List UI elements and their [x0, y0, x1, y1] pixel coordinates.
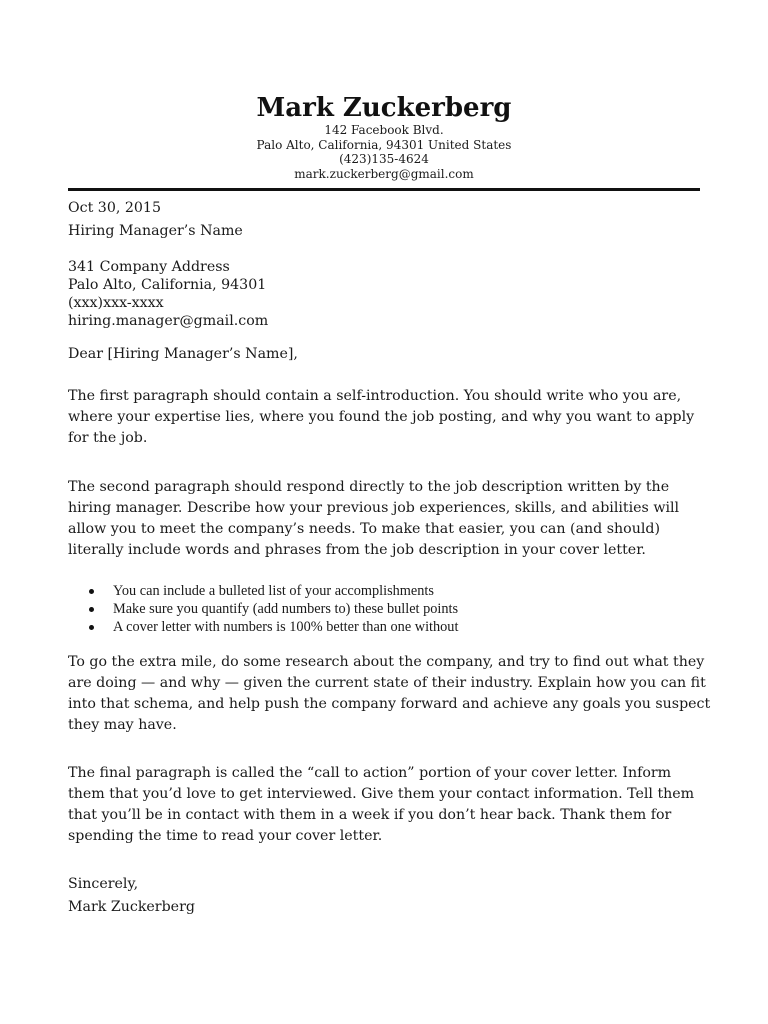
recipient-email: hiring.manager@gmail.com: [68, 313, 269, 329]
paragraph-line: The first paragraph should contain a self-introduction. You should write who you are,: [68, 388, 682, 404]
header-divider: [68, 188, 700, 191]
paragraph-line: for the job.: [68, 430, 148, 446]
paragraph-line: hiring manager. Describe how your previous job experiences, skills, and abilities will: [68, 500, 680, 516]
paragraph-line: literally include words and phrases from the job description in your cover letter.: [68, 542, 646, 558]
closing-block: [68, 874, 700, 918]
sender-email: mark.zuckerberg@gmail.com: [294, 166, 474, 181]
recipient-address-line: 341 Company Address: [68, 259, 230, 275]
paragraph-line: where your expertise lies, where you found the job posting, and why you want to apply: [68, 409, 695, 425]
list-item: [68, 618, 700, 636]
letter-date-block: [68, 198, 700, 242]
list-item-text: You can include a bulleted list of your accomplishments: [113, 583, 434, 599]
paragraph-line: To go the extra mile, do some research about the company, and try to find out what they: [68, 654, 705, 670]
paragraph-line: into that schema, and help push the company forward and achieve any goals you suspect: [68, 696, 711, 712]
paragraph-line: The final paragraph is called the “call to action” portion of your cover letter. Inform: [68, 765, 672, 781]
paragraph-line: spending the time to read your cover letter.: [68, 828, 383, 844]
recipient-address: [68, 258, 700, 330]
list-item-text: Make sure you quantify (add numbers to) these bullet points: [113, 601, 459, 617]
bullet-icon: [89, 607, 94, 612]
paragraph-research: [68, 652, 711, 736]
bullet-icon: [89, 589, 94, 594]
paragraph-line: they may have.: [68, 717, 177, 733]
sender-street: 142 Facebook Blvd.: [324, 123, 444, 137]
sender-contact-block: [68, 123, 700, 181]
sender-phone: (423)135-4624: [339, 152, 429, 166]
sender-city-line: Palo Alto, California, 94301 United States: [256, 137, 512, 152]
closing: Sincerely,: [68, 876, 139, 892]
bullet-icon: [89, 625, 94, 630]
paragraph-line: that you’ll be in contact with them in a week if you don’t hear back. Thank them for: [68, 807, 672, 823]
recipient-name: Hiring Manager’s Name: [68, 223, 243, 239]
recipient-phone: (xxx)xxx-xxxx: [68, 295, 164, 311]
paragraph-job-description: [68, 477, 700, 561]
list-item: [68, 582, 700, 600]
sender-name: Mark Zuckerberg: [256, 93, 512, 123]
salutation: Dear [Hiring Manager’s Name],: [68, 346, 298, 362]
paragraph-line: The second paragraph should respond directly to the job description written by the: [68, 479, 670, 495]
list-item-text: A cover letter with numbers is 100% better than one without: [113, 619, 459, 635]
paragraph-intro: [68, 386, 700, 449]
accomplishments-list: [68, 582, 700, 636]
paragraph-line: allow you to meet the company’s needs. To make that easier, you can (and should): [68, 521, 661, 537]
paragraph-line: are doing — and why — given the current state of their industry. Explain how you can fit: [68, 675, 706, 691]
paragraph-call-to-action: [68, 763, 700, 847]
paragraph-line: them that you’d love to get interviewed. Give them your contact information. Tell them: [68, 786, 695, 802]
letter-date: Oct 30, 2015: [68, 200, 161, 216]
signature: Mark Zuckerberg: [68, 899, 195, 915]
recipient-address-line: Palo Alto, California, 94301: [68, 277, 267, 293]
list-item: [68, 600, 700, 618]
